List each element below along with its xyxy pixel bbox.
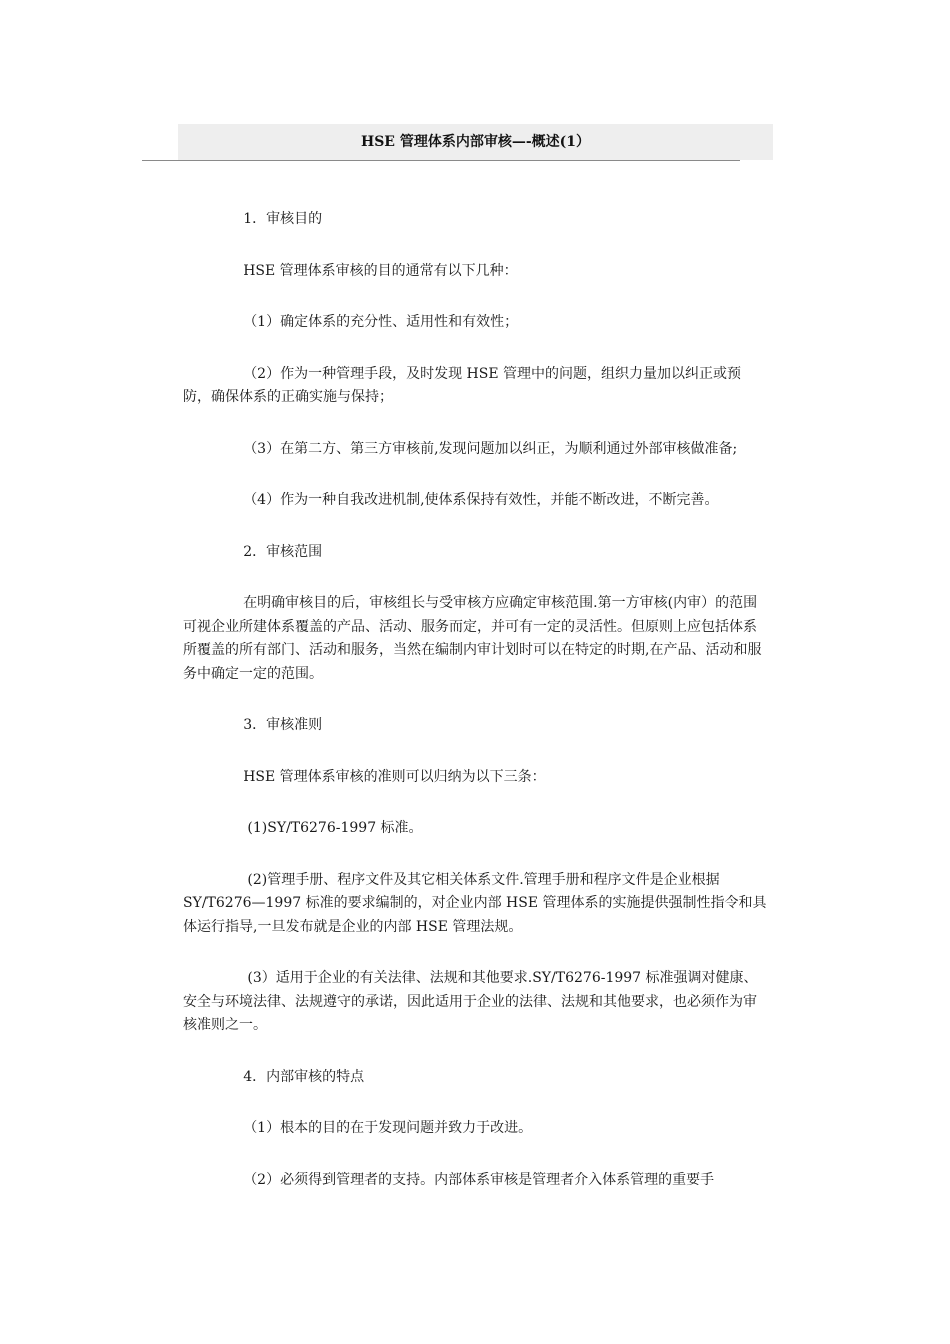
paragraph: (3）适用于企业的有关法律、法规和其他要求.SY/T6276-1997 标准强调对健康、安全与环境法律、法规遵守的承诺，因此适用于企业的法律、法规和其他要求，也必须作为审核准则之一。 <box>183 970 758 1033</box>
paragraph: (1)SY/T6276-1997 标准。 <box>247 820 423 836</box>
paragraph: （4）作为一种自我改进机制,使体系保持有效性，并能不断改进，不断完善。 <box>243 492 719 508</box>
paragraph: （3）在第二方、第三方审核前,发现问题加以纠正，为顺利通过外部审核做准备; <box>243 440 738 457</box>
title-divider <box>142 160 740 161</box>
section-heading: 2．审核范围 <box>243 543 323 560</box>
paragraph: （2）作为一种管理手段，及时发现 HSE 管理中的问题，组织力量加以纠正或预防，确保体系的正确实施与保持； <box>183 365 742 405</box>
paragraph: (2)管理手册、程序文件及其它相关体系文件.管理手册和程序文件是企业根据 SY/T6276—1997 标准的要求编制的，对企业内部 HSE 管理体系的实施提供强制性指令和具体运行指导,一旦发布就是企业的内部 HSE 管理法规。 <box>183 871 767 935</box>
paragraph: （1）确定体系的充分性、适用性和有效性； <box>243 314 519 330</box>
section-heading: 4．内部审核的特点 <box>243 1068 365 1085</box>
paragraph: 在明确审核目的后，审核组长与受审核方应确定审核范围.第一方审核(内审）的范围可视企业所建体系覆盖的产品、活动、服务而定，并可有一定的灵活性。但原则上应包括体系所覆盖的所有部门、活动和服务，当然在编制内审计划时可以在特定的时期,在产品、活动和服务中确定一定的范围。 <box>183 595 762 682</box>
paragraph: （1）根本的目的在于发现问题并致力于改进。 <box>243 1120 533 1136</box>
document-title: HSE 管理体系内部审核—-概述(1） <box>360 134 591 150</box>
section-heading: 1．审核目的 <box>243 211 323 227</box>
document-body <box>183 208 767 1220</box>
paragraph: HSE 管理体系审核的目的通常有以下几种： <box>243 262 518 279</box>
section-heading: 3．审核准则 <box>243 717 323 733</box>
paragraph: （2）必须得到管理者的支持。内部体系审核是管理者介入体系管理的重要手 <box>243 1171 715 1188</box>
paragraph: HSE 管理体系审核的准则可以归纳为以下三条： <box>243 768 546 785</box>
